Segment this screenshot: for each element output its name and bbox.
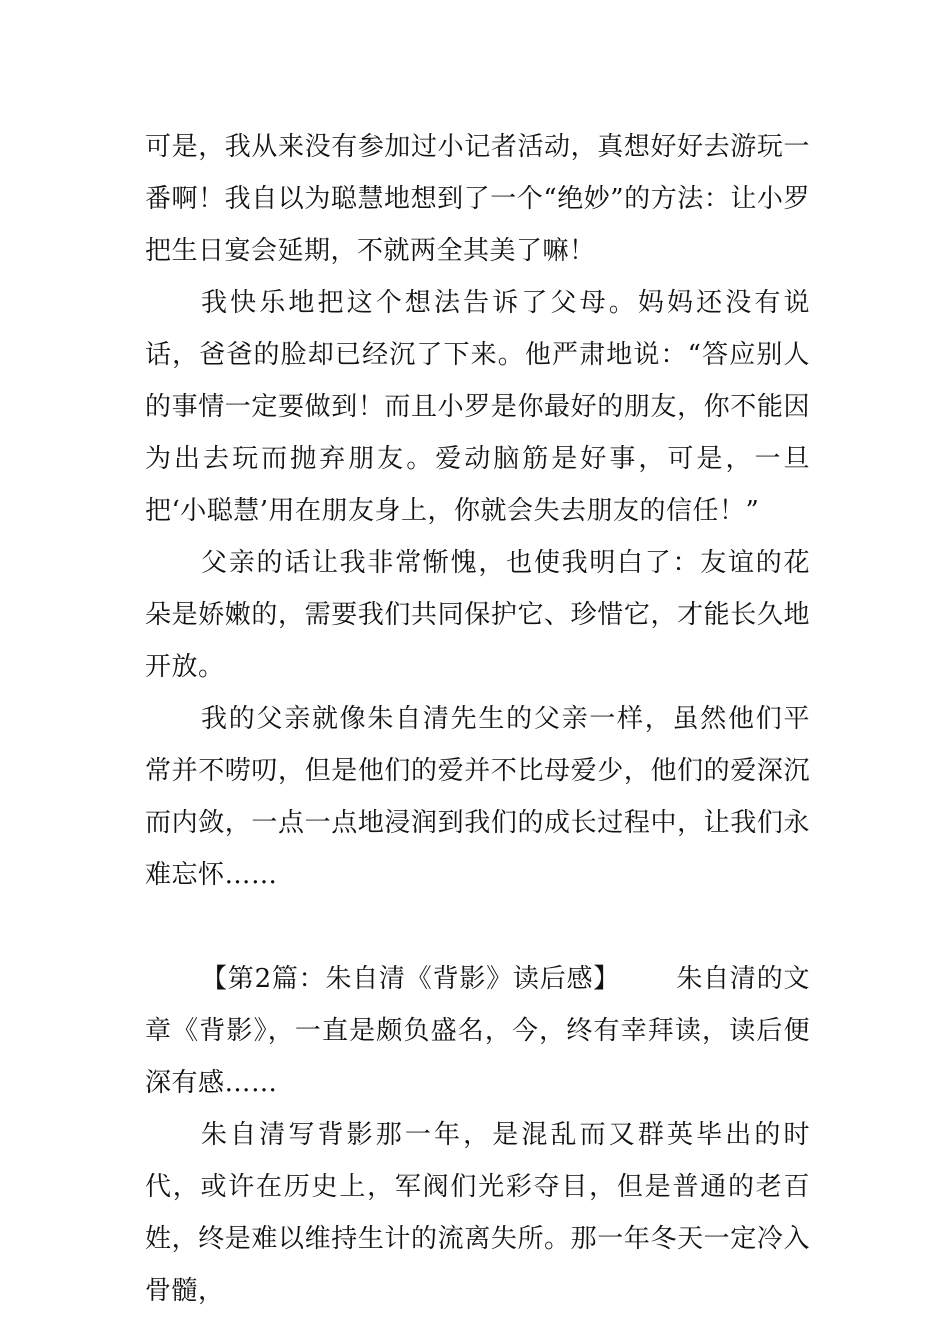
paragraph: 父亲的话让我非常惭愧，也使我明白了：友谊的花朵是娇嫩的，需要我们共同保护它、珍惜它，才能长久地开放。 — [145, 548, 810, 682]
paragraph: 我快乐地把这个想法告诉了父母。妈妈还没有说话，爸爸的脸却已经沉了下来。他严肃地说：“答应别人的事情一定要做到！而且小罗是你最好的朋友，你不能因为出去玩而抛弃朋友。爱动脑筋是好事，可是，一旦把‘小聪慧’用在朋友身上，你就会失去朋友的信任！” — [145, 288, 810, 526]
section-heading: 【第2篇：朱自清《背影》读后感】 — [201, 964, 621, 994]
paragraph: 我的父亲就像朱自清先生的父亲一样，虽然他们平常并不唠叨，但是他们的爱并不比母爱少，他们的爱深沉而内敛，一点一点地浸润到我们的成长过程中，让我们永难忘怀…… — [145, 704, 810, 890]
document-body — [145, 121, 810, 1317]
paragraph: 朱自清写背影那一年，是混乱而又群英毕出的时代，或许在历史上，军阀们光彩夺目，但是普通的老百姓，终是难以维持生计的流离失所。那一年冬天一定冷入骨髓， — [145, 1120, 810, 1306]
paragraph-continued: 可是，我从来没有参加过小记者活动，真想好好去游玩一番啊！我自以为聪慧地想到了一个“绝妙”的方法：让小罗把生日宴会延期，不就两全其美了嘛！ — [145, 132, 810, 266]
section-heading-paragraph — [145, 953, 810, 1109]
section-gap — [145, 901, 810, 953]
section-intro: 朱自清的文章《背影》，一直是颇负盛名，今，终有幸拜读，读后便深有感…… — [145, 964, 810, 1098]
